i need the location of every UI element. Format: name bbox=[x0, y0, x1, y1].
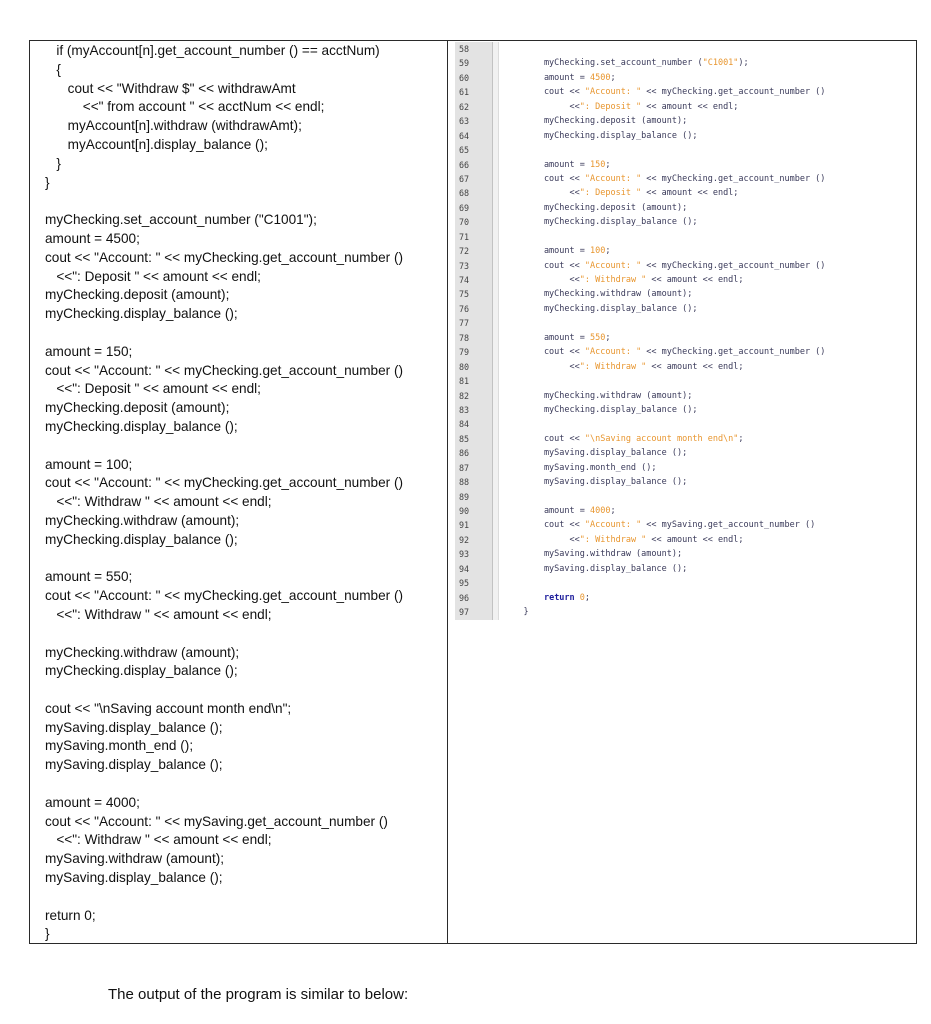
code-line: } bbox=[45, 174, 50, 190]
token: ; bbox=[605, 332, 611, 343]
token: ; bbox=[610, 506, 616, 516]
line-number: 81 bbox=[459, 376, 470, 387]
ide-code-area bbox=[499, 42, 916, 620]
token: << mySaving.get_account_number () bbox=[641, 520, 816, 531]
token: cout << bbox=[503, 347, 585, 358]
token-str: "C1001" bbox=[702, 58, 739, 69]
code-line: mySaving.display_balance (); bbox=[45, 870, 223, 886]
token: << myChecking.get_account_number () bbox=[641, 347, 826, 358]
line-number: 90 bbox=[459, 506, 470, 516]
token: cout << bbox=[503, 520, 585, 531]
line-number: 67 bbox=[459, 173, 470, 184]
code-line: myChecking.withdraw (amount); bbox=[45, 644, 240, 660]
code-comparison-table bbox=[29, 40, 917, 944]
output-caption: The output of the program is similar to below: bbox=[108, 986, 409, 1003]
ide-code-line bbox=[499, 85, 916, 99]
code-line: myChecking.display_balance (); bbox=[45, 531, 238, 547]
code-line: mySaving.display_balance (); bbox=[45, 757, 223, 773]
token: << bbox=[503, 275, 580, 285]
code-line: amount = 100; bbox=[45, 456, 133, 472]
token: << myChecking.get_account_number () bbox=[641, 87, 826, 98]
token-num: 550 bbox=[590, 332, 606, 343]
ide-code-line bbox=[499, 345, 916, 359]
ide-code-line bbox=[499, 215, 916, 229]
ide-code-screenshot bbox=[455, 42, 916, 620]
ide-code-line bbox=[499, 201, 916, 215]
token: ; bbox=[738, 433, 744, 444]
ide-code-line bbox=[499, 186, 916, 200]
line-number: 80 bbox=[459, 361, 470, 372]
ide-code-line bbox=[499, 547, 916, 561]
code-line: myChecking.set_account_number ("C1001"); bbox=[45, 212, 317, 228]
left-code-listing bbox=[45, 42, 445, 944]
token: ; bbox=[584, 592, 591, 603]
line-number: 60 bbox=[459, 72, 470, 83]
token: myChecking.withdraw (amount); bbox=[503, 390, 693, 401]
ide-code-line bbox=[499, 129, 916, 143]
code-line: if (myAccount[n].get_account_number () == acctNum) bbox=[45, 43, 380, 58]
line-number: 89 bbox=[459, 491, 470, 502]
token-str: "Account: " bbox=[584, 87, 642, 98]
code-line: mySaving.withdraw (amount); bbox=[45, 851, 225, 867]
token: myChecking.withdraw (amount); bbox=[503, 289, 693, 300]
token-num: 4500 bbox=[590, 72, 611, 83]
token: myChecking.display_balance (); bbox=[503, 303, 698, 314]
ide-code-line bbox=[499, 244, 916, 258]
token: } bbox=[503, 607, 529, 618]
code-line: amount = 550; bbox=[45, 569, 133, 585]
ide-code-line bbox=[499, 518, 916, 532]
line-number: 77 bbox=[459, 318, 470, 329]
code-line: <<": Withdraw " << amount << endl; bbox=[45, 606, 272, 622]
line-number: 65 bbox=[459, 145, 470, 156]
line-number: 59 bbox=[459, 58, 470, 69]
ide-code-line bbox=[499, 417, 916, 431]
code-line: myChecking.withdraw (amount); bbox=[45, 512, 240, 528]
line-number: 92 bbox=[459, 534, 470, 545]
ide-code-line bbox=[499, 360, 916, 374]
code-line: cout << "Account: " << mySaving.get_account_number () bbox=[45, 813, 388, 829]
line-number: 96 bbox=[459, 592, 470, 603]
column-divider bbox=[447, 41, 448, 943]
token: << amount << endl; bbox=[646, 361, 744, 372]
line-number-gutter bbox=[455, 42, 493, 620]
line-number: 68 bbox=[459, 188, 470, 199]
ide-code-line bbox=[499, 533, 916, 547]
line-number: 94 bbox=[459, 563, 470, 574]
token-num: 100 bbox=[590, 246, 606, 257]
token: << amount << endl; bbox=[646, 275, 744, 285]
ide-code-line bbox=[499, 302, 916, 316]
ide-code-line bbox=[499, 273, 916, 287]
token-kw: return bbox=[543, 592, 575, 603]
ide-code-line bbox=[499, 331, 916, 345]
ide-code-line bbox=[499, 605, 916, 619]
code-line: { bbox=[45, 61, 61, 77]
ide-code-line bbox=[499, 287, 916, 301]
code-line bbox=[45, 550, 445, 569]
token: myChecking.display_balance (); bbox=[503, 404, 698, 415]
code-line: myChecking.deposit (amount); bbox=[45, 287, 230, 303]
code-line: amount = 150; bbox=[45, 343, 133, 359]
token: << amount << endl; bbox=[641, 101, 739, 112]
token: << myChecking.get_account_number () bbox=[641, 173, 826, 184]
token: ; bbox=[610, 72, 616, 83]
line-number: 62 bbox=[459, 101, 470, 112]
ide-code-line bbox=[499, 562, 916, 576]
code-line bbox=[45, 324, 445, 343]
token: myChecking.display_balance (); bbox=[503, 217, 698, 228]
line-number: 85 bbox=[459, 433, 470, 444]
token: mySaving.display_balance (); bbox=[503, 448, 688, 459]
token: << amount << endl; bbox=[646, 534, 744, 545]
code-line: <<": Deposit " << amount << endl; bbox=[45, 268, 261, 284]
line-number: 74 bbox=[459, 275, 470, 285]
ide-code-line bbox=[499, 374, 916, 388]
line-number: 91 bbox=[459, 520, 470, 531]
token-num: 4000 bbox=[590, 506, 611, 516]
token-str: "Account: " bbox=[584, 520, 642, 531]
line-number: 95 bbox=[459, 578, 470, 589]
token bbox=[503, 593, 544, 603]
token-str: "Account: " bbox=[584, 347, 642, 358]
ide-code-line bbox=[499, 114, 916, 128]
ide-code-line bbox=[499, 461, 916, 475]
line-number: 86 bbox=[459, 448, 470, 459]
token: myChecking.deposit (amount); bbox=[503, 116, 688, 127]
code-line: myChecking.display_balance (); bbox=[45, 306, 238, 322]
line-number: 76 bbox=[459, 303, 470, 314]
line-number: 97 bbox=[459, 607, 470, 618]
token: cout << bbox=[503, 87, 585, 98]
ide-code-line bbox=[499, 230, 916, 244]
line-number: 88 bbox=[459, 477, 470, 488]
code-line: <<" from account " << acctNum << endl; bbox=[45, 99, 325, 115]
token: myChecking.deposit (amount); bbox=[503, 202, 688, 213]
code-line bbox=[45, 775, 445, 794]
token: myChecking.display_balance (); bbox=[503, 130, 698, 141]
code-line: <<": Withdraw " << amount << endl; bbox=[45, 494, 272, 510]
token-str: ": Withdraw " bbox=[579, 275, 647, 285]
line-number: 70 bbox=[459, 217, 470, 228]
code-line: <<": Deposit " << amount << endl; bbox=[45, 381, 261, 397]
line-number: 71 bbox=[459, 231, 470, 242]
ide-code-line bbox=[499, 389, 916, 403]
code-line: myAccount[n].withdraw (withdrawAmt); bbox=[45, 118, 302, 134]
code-line: <<": Withdraw " << amount << endl; bbox=[45, 832, 272, 848]
code-line: myAccount[n].display_balance (); bbox=[45, 136, 268, 152]
line-number: 87 bbox=[459, 462, 470, 473]
ide-code-line bbox=[499, 172, 916, 186]
ide-code-line bbox=[499, 259, 916, 273]
token-str: ": Deposit " bbox=[579, 188, 642, 199]
token-str: "Account: " bbox=[584, 260, 642, 271]
token: << bbox=[503, 361, 580, 372]
code-line: cout << "Withdraw $" << withdrawAmt bbox=[45, 80, 296, 96]
token-str: ": Deposit " bbox=[579, 101, 642, 112]
ide-code-line bbox=[499, 504, 916, 518]
code-line bbox=[45, 192, 445, 211]
code-line: } bbox=[45, 926, 50, 942]
token: mySaving.withdraw (amount); bbox=[503, 549, 683, 560]
code-line: mySaving.month_end (); bbox=[45, 738, 194, 754]
token: cout << bbox=[503, 173, 585, 184]
line-number: 69 bbox=[459, 202, 470, 213]
code-line: myChecking.deposit (amount); bbox=[45, 400, 230, 416]
token: << myChecking.get_account_number () bbox=[641, 260, 826, 271]
token: << bbox=[503, 188, 580, 199]
code-line: amount = 4500; bbox=[45, 230, 140, 246]
token: amount = bbox=[503, 72, 590, 83]
ide-code-line bbox=[499, 143, 916, 157]
code-line: return 0; bbox=[45, 907, 96, 923]
token: ; bbox=[605, 159, 611, 170]
token: amount = bbox=[503, 159, 590, 170]
line-number: 72 bbox=[459, 246, 470, 257]
code-line: cout << "Account: " << myChecking.get_account_number () bbox=[45, 475, 403, 491]
token: << amount << endl; bbox=[641, 188, 739, 199]
line-number: 75 bbox=[459, 289, 470, 300]
ide-code-line bbox=[499, 475, 916, 489]
token: << bbox=[503, 101, 580, 112]
code-line: cout << "\nSaving account month end\n"; bbox=[45, 700, 292, 716]
token: amount = bbox=[503, 246, 590, 257]
ide-code-line bbox=[499, 576, 916, 590]
code-line bbox=[45, 625, 445, 644]
code-line bbox=[45, 888, 445, 907]
token: mySaving.display_balance (); bbox=[503, 477, 688, 488]
token-num: 150 bbox=[590, 159, 606, 170]
line-number: 83 bbox=[459, 404, 470, 415]
ide-code-line bbox=[499, 432, 916, 446]
token: amount = bbox=[503, 506, 590, 516]
line-number: 73 bbox=[459, 260, 470, 271]
line-number: 82 bbox=[459, 390, 470, 401]
line-number: 78 bbox=[459, 332, 470, 343]
token-str: "\nSaving account month end\n" bbox=[584, 433, 739, 444]
line-number: 64 bbox=[459, 130, 470, 141]
line-number: 84 bbox=[459, 419, 470, 430]
line-number: 63 bbox=[459, 116, 470, 127]
token-str: ": Withdraw " bbox=[579, 534, 647, 545]
ide-code-line bbox=[499, 42, 916, 56]
ide-code-line bbox=[499, 100, 916, 114]
ide-code-line bbox=[499, 591, 916, 605]
code-line: mySaving.display_balance (); bbox=[45, 719, 223, 735]
ide-code-line bbox=[499, 403, 916, 417]
token: << bbox=[503, 534, 580, 545]
code-line: cout << "Account: " << myChecking.get_account_number () bbox=[45, 249, 403, 265]
token: amount = bbox=[503, 332, 590, 343]
ide-code-line bbox=[499, 490, 916, 504]
token-num: 0 bbox=[579, 592, 585, 603]
token-str: "Account: " bbox=[584, 173, 642, 184]
code-line bbox=[45, 437, 445, 456]
code-line: } bbox=[45, 155, 61, 171]
code-line bbox=[45, 681, 445, 700]
code-line: amount = 4000; bbox=[45, 794, 140, 810]
token: mySaving.display_balance (); bbox=[503, 563, 688, 574]
token: ; bbox=[605, 246, 611, 257]
token: ); bbox=[738, 58, 749, 69]
code-line: myChecking.display_balance (); bbox=[45, 418, 238, 434]
ide-code-line bbox=[499, 56, 916, 70]
code-line: myChecking.display_balance (); bbox=[45, 663, 238, 679]
line-number: 61 bbox=[459, 87, 470, 98]
line-number: 79 bbox=[459, 347, 470, 358]
token: cout << bbox=[503, 260, 585, 271]
ide-code-line bbox=[499, 71, 916, 85]
token: cout << bbox=[503, 433, 585, 444]
ide-code-line bbox=[499, 316, 916, 330]
line-number: 58 bbox=[459, 44, 470, 54]
line-number: 66 bbox=[459, 159, 470, 170]
code-line: cout << "Account: " << myChecking.get_account_number () bbox=[45, 362, 403, 378]
ide-code-line bbox=[499, 446, 916, 460]
token-str: ": Withdraw " bbox=[579, 361, 647, 372]
code-line: cout << "Account: " << myChecking.get_account_number () bbox=[45, 588, 403, 604]
token: myChecking.set_account_number ( bbox=[503, 58, 703, 69]
ide-code-line bbox=[499, 158, 916, 172]
line-number: 93 bbox=[459, 549, 470, 560]
token: mySaving.month_end (); bbox=[503, 462, 657, 473]
